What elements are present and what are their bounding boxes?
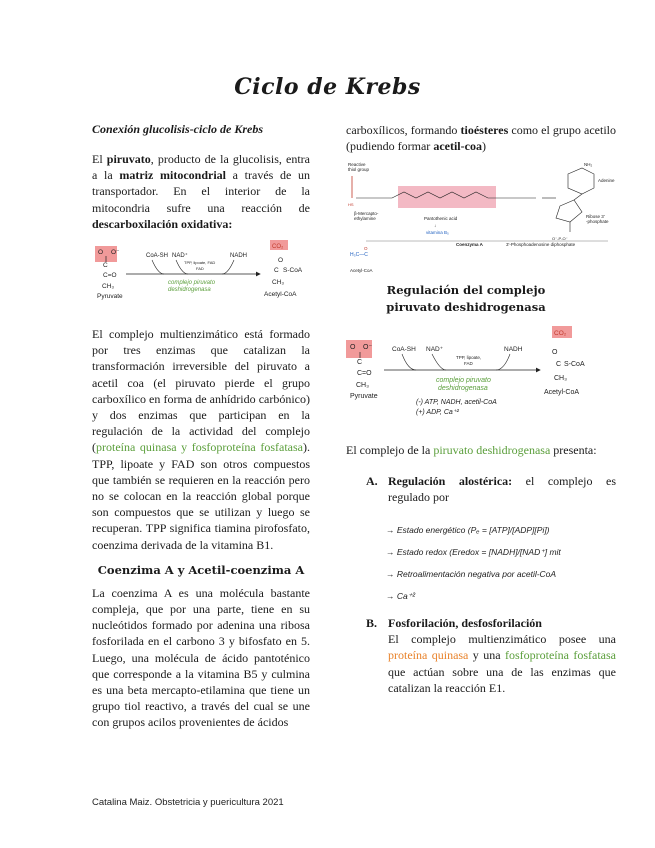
heading-coenzima: Coenzima A y Acetil-coenzima A	[97, 562, 305, 577]
ribose-label-2: -phosphate	[586, 219, 609, 225]
text-run: proteína quinasa	[388, 648, 469, 663]
text-run: Regulación alostérica:	[388, 473, 513, 488]
reg-pyr-co: C=O	[357, 370, 372, 378]
sub-estado-energetico: → Estado energético (Pₑ = [ATP]/[ADP][Pi])	[386, 525, 550, 536]
phosphate-atoms: O⁻-P-O⁻	[552, 236, 568, 242]
fad-label: FAD	[196, 266, 204, 272]
aco-o: O	[278, 257, 284, 265]
text-run: ). TPP, lipoate y FAD son otros compuestos que también se requieren en la reacción pero no se colocan en la reacción global porque son compuestos que se utilizan y luego se recuperan. TPP significa tiamina pirofosfato, coenzima derivada de la vitamina B1.	[92, 440, 310, 552]
reg-co2: CO₂	[554, 330, 567, 338]
text-run: fosfoproteína fosfatasa	[504, 648, 617, 663]
sub-calcio: → Ca⁺²	[386, 591, 416, 602]
aco-scoa: S-CoA	[283, 267, 303, 275]
heading-conexion: Conexión glucolisis-ciclo de Krebs	[92, 122, 263, 136]
reg-pyr-ch3: CH₃	[356, 382, 369, 390]
hs-label: HS	[348, 202, 354, 208]
left-column	[92, 122, 310, 731]
text-run: a través de un transportador. En el interior de la mitocondria sufre una reacción de	[92, 168, 310, 215]
aco-c: C	[274, 267, 279, 275]
reg-nad-plus: NAD⁺	[426, 346, 444, 354]
text-run: presenta:	[550, 443, 597, 458]
reg-pyr-c: C	[357, 359, 363, 367]
text-run: como el grupo acetilo (pudiendo formar	[346, 123, 616, 154]
text-run: El complejo multienzimático posee una	[388, 632, 616, 647]
text-run: el complejo es regulado por	[388, 473, 616, 504]
list-marker-b: B.	[366, 616, 378, 631]
page-title: Ciclo de Krebs	[234, 74, 421, 100]
vitamin-b5-label: vitamina B₅	[426, 230, 449, 236]
reactive-thiol-label-2: thiol group	[348, 167, 370, 173]
reg-enzyme-name-2: deshidrogenasa	[438, 385, 488, 393]
regulator-positive: (+) ADP, Ca⁺²	[416, 409, 459, 417]
sub-retroalimentacion: → Retroalimentación negativa por acetil-CoA	[386, 569, 557, 580]
text-run: El complejo multienzimático está formado por tres enzimas que catalizan la transformación irreversible del piruvato a acetil coa (el piruvato pierde el grupo carboxílico en forma de anhídrido carbónico) y dos enzimas que participan en la regulación de la actividad del complejo (	[92, 327, 310, 455]
list-item-b	[366, 615, 616, 696]
right-column	[346, 122, 616, 696]
pyr-ominus: O⁻	[111, 249, 120, 257]
reg-aco-o: O	[552, 349, 558, 357]
acetyl-group: H₃C—C	[350, 252, 368, 259]
text-run: acetil-coa	[433, 139, 482, 154]
nad-plus: NAD⁺	[172, 253, 188, 260]
heading-regulacion: Regulación del complejo piruvato deshidrogenasa	[386, 283, 546, 315]
reg-aco-scoa: S-CoA	[564, 361, 585, 369]
text-run: tioésteres	[460, 123, 509, 137]
reg-fad: FAD	[464, 361, 473, 367]
adenine-label: Adenine	[598, 178, 615, 184]
paragraph-piruvato	[92, 151, 310, 232]
reg-aco-ch3: CH₃	[554, 375, 567, 383]
reg-tpp: TPP, lipoate,	[456, 355, 482, 361]
reg-pyr-ominus: O⁻	[363, 344, 373, 352]
aco-ch3: CH₃	[272, 279, 285, 287]
paragraph-tioesteres	[346, 122, 616, 154]
acetyl-o: O	[364, 246, 368, 252]
regulation-sublist	[346, 519, 616, 607]
enzyme-name-2: deshidrogenasa	[168, 287, 211, 294]
text-run: El complejo de la	[346, 443, 434, 458]
text-run: matriz mitocondrial	[119, 168, 226, 183]
coenzyme-a-label: Coenzyma A	[456, 242, 483, 248]
pyruvate-reaction-diagram	[92, 240, 310, 306]
pantothenic-arrow: ↓	[434, 223, 437, 229]
reg-enzyme-name: complejo piruvato	[436, 377, 491, 385]
pyr-label: Pyruvate	[97, 293, 123, 301]
text-run: )	[481, 139, 486, 154]
regulator-negative: (-) ATP, NADH, acetil-CoA	[416, 399, 497, 407]
ribose-label: Ribose 3'	[586, 214, 605, 220]
reg-coa-sh: CoA-SH	[392, 346, 416, 354]
acetyl-coa-label: Acetyl-CoA	[350, 268, 373, 274]
pyr-ch3: CH₃	[102, 283, 115, 291]
reg-nadh: NADH	[504, 346, 523, 354]
list-item-b-heading: Fosforilación, desfosforilación	[388, 616, 542, 631]
mercapto-label-2: ethylamine	[354, 216, 376, 222]
reg-pyr-label: Pyruvate	[350, 393, 378, 401]
footer: Catalina Maiz. Obstetricia y puericultura 2021	[92, 797, 284, 808]
text-run: piruvato	[106, 152, 151, 166]
paragraph-complejo	[92, 326, 310, 553]
reg-aco-label: Acetyl-CoA	[544, 389, 580, 397]
phosphoadenosine-label: 3'-Phosphoadenosine diphosphate	[506, 242, 576, 248]
list-item-a-text	[388, 473, 616, 505]
text-run: que actúan sobre una de las enzimas que catalizan la reacción E1.	[388, 664, 616, 695]
pyr-o: O	[98, 249, 104, 257]
coenzyme-a-structure-diagram	[346, 160, 616, 278]
nh2-label: NH₂	[584, 162, 593, 168]
pantothenic-label: Pantothenic acid	[424, 216, 458, 222]
text-run: y una	[468, 648, 505, 663]
tpp: TPP, lipoate, FAD	[184, 260, 216, 266]
sub-estado-redox: → Estado redox (Eredox = [NADH]/[NAD⁺] mit	[386, 547, 561, 558]
list-marker-a: A.	[366, 473, 378, 488]
text-run: proteína quinasa y fosfoproteína fosfatasa	[96, 440, 303, 455]
aco-label: Acetyl-CoA	[264, 291, 297, 299]
pyr-co: C=O	[103, 272, 117, 280]
mercapto-label: β-Mercapto-	[354, 211, 379, 217]
paragraph-presenta	[346, 442, 616, 458]
nadh: NADH	[230, 253, 248, 260]
reactive-thiol-label: Reactive	[348, 162, 366, 168]
regulation-reaction-diagram	[346, 326, 616, 438]
list-item-a	[366, 473, 616, 505]
coa-sh: CoA-SH	[146, 253, 169, 260]
enzyme-name: complejo piruvato	[168, 280, 216, 287]
co2-label: CO₂	[272, 244, 284, 251]
paragraph-coenzima: La coenzima A es una molécula bastante compleja, que por una parte, tiene en su nucleótidos formado por adenina una ribosa fosforilada en el carbono 3 y bifosfato en 5. Luego, una molécula de ácido pantoténico que corresponde a la vitamina B5 y culmina es una beta mercapto-etilamina que tiene un grupo tiol reactivo, a través del cual se une con grupos acilos provenientes de ácidos	[92, 585, 310, 730]
text-run: descarboxilación oxidativa:	[92, 216, 233, 231]
list-item-b-text	[388, 631, 616, 696]
reg-aco-c: C	[556, 361, 562, 369]
text-run: El	[92, 152, 107, 166]
text-run: carboxílicos, formando	[346, 123, 461, 137]
text-run: piruvato deshidrogenasa	[433, 443, 551, 458]
pyr-c: C	[103, 262, 108, 270]
text-run: , producto de la glucolisis, entra a la	[92, 152, 310, 183]
reg-pyr-o: O	[350, 344, 356, 352]
